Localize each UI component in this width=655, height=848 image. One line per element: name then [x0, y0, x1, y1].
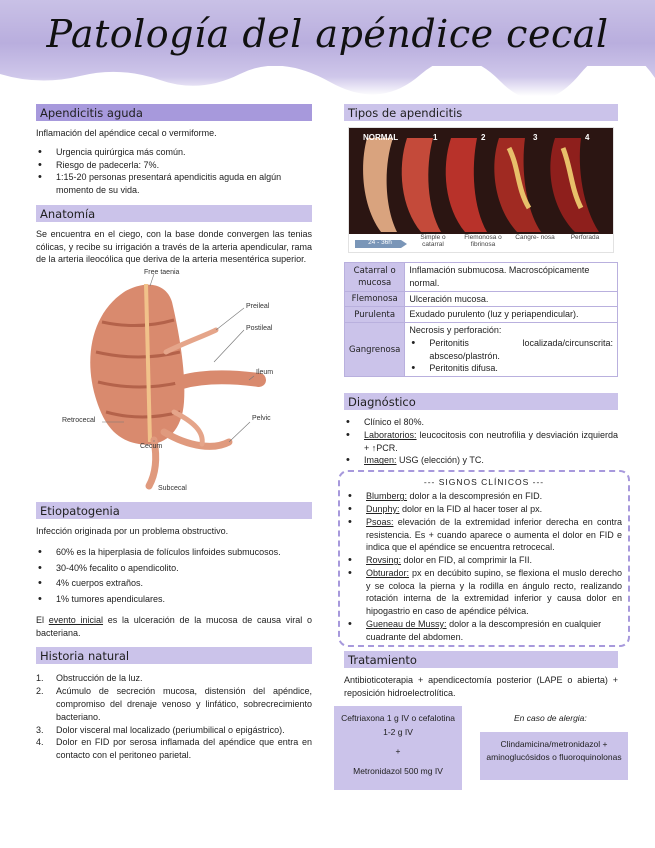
label-retrocecal: Retrocecal [62, 417, 96, 425]
table-value: Inflamación submucosa. Macroscópicamente normal. [405, 263, 618, 292]
item-text: Clínico el 80%. [364, 417, 425, 428]
table-key: Gangrenosa [345, 323, 405, 377]
list-item: • Peritonitis difusa. [409, 362, 613, 375]
gangrenosa-main: Necrosis y perforación: [409, 325, 502, 336]
photo-label-normal: NORMAL [363, 133, 399, 142]
list-item: • 60% es la hiperplasia de folículos linfoides submucosos. [36, 546, 312, 559]
table-key: Flemonosa [345, 291, 405, 307]
photo-time: 24 - 36h [368, 239, 392, 246]
etiopatogenia-intro: Infección originada por un problema obstructivo. [36, 526, 229, 537]
table-value: Ulceración mucosa. [405, 291, 618, 307]
photo-caption-3: Cangre- nosa [515, 234, 555, 241]
sign-text: elevación de la extremidad inferior derecha en contra resistencia. Es + cuando aparece o aumenta el dolor en FID e indica que el apéndice se encuentra retrocecal. [366, 516, 622, 553]
page-title: Patología del apéndice cecal [46, 12, 609, 56]
aguda-intro: Inflamación del apéndice cecal o vermiforme. [36, 128, 217, 138]
sign-name: Rovsing: [366, 555, 402, 566]
list-item: • 30-40% fecalito o apendicolito. [36, 562, 312, 575]
box1-drug-b: Metronidazol 500 mg IV [353, 765, 443, 776]
sign-name: Obturador: [366, 567, 410, 578]
gangrenosa-sublist [409, 337, 613, 375]
table-key: Catarral o mucosa [345, 263, 405, 292]
sign-text: px en decúbito supino, se flexiona el muslo derecho y se coloca la pierna y la rodilla en ángulo recto, realizando rotación interna de la extremidad inferior y causa dolor en hipogastrio en caso de apéndice pélvica. [366, 567, 622, 617]
table-row [345, 263, 618, 292]
item-number: 2. [36, 686, 44, 697]
label-free-taenia: Free taenia [144, 269, 180, 277]
left-column [36, 104, 312, 762]
item-text: leucocitosis con neutrofilia y desviación izquierda + ↑PCR. [364, 429, 618, 453]
item-text: Dolor en FID por serosa inflamada del apéndice que entra en contacto con el peritoneo parietal. [56, 737, 312, 761]
photo-caption-4: Perforada [570, 234, 600, 241]
table-value [405, 323, 618, 377]
appendix-anatomy-illustration [54, 269, 294, 493]
signos-clinicos-box [338, 470, 630, 647]
table-row [345, 291, 618, 307]
list-item: • Riesgo de padecerla: 7%. [36, 159, 312, 172]
item-text: USG (elección) y TC. [396, 455, 484, 466]
item-number: 1. [36, 673, 44, 684]
footer-underlined: evento inicial [48, 614, 104, 625]
label-ileum: Ileum [256, 369, 274, 377]
list-item: • 1:15-20 personas presentará apendicitis aguda en algún momento de su vida. [36, 171, 312, 197]
list-item [346, 490, 622, 503]
list-item [36, 736, 312, 762]
photo-label-2: 2 [481, 133, 486, 142]
tratamiento-text: Antibioticoterapia + apendicectomía posterior (LAPE o abierta) + reposición hidroelectrolítica. [344, 675, 618, 699]
table-row [345, 307, 618, 323]
item-text: Acúmulo de secreción mucosa, distensión del apéndice, compromiso del drenaje venoso y linfático, sobrecrecimiento bacteriano. [56, 686, 312, 722]
footer-post: es la ulceración de la mucosa de causa viral o bacteriana. [36, 614, 313, 638]
photo-label-1: 1 [433, 133, 438, 142]
list-item [346, 567, 622, 618]
section-header-anatomia: Anatomía [36, 205, 312, 222]
list-item [36, 672, 312, 685]
list-item [36, 724, 312, 737]
item-term: Laboratorios: [364, 429, 417, 440]
list-item [346, 516, 622, 554]
table-row [345, 323, 618, 377]
etiopatogenia-list [36, 546, 312, 606]
label-pelvic: Pelvic [252, 415, 271, 423]
section-header-diagnostico: Diagnóstico [344, 393, 618, 410]
box1-plus: + [395, 746, 401, 757]
label-postileal: Postileal [246, 325, 273, 333]
list-item: • 4% cuerpos extraños. [36, 577, 312, 590]
sign-text: dolor en la FID al hacer toser al px. [399, 504, 543, 515]
sign-text: dolor a la descompresión en cualquier cuadrante del abdomen. [366, 618, 602, 642]
photo-label-4: 4 [585, 133, 590, 142]
photo-caption-1: Simple o catarral [420, 234, 446, 248]
item-text: Dolor visceral mal localizado (periumbilical o epigástrico). [56, 724, 285, 735]
tipos-table [344, 262, 618, 377]
list-item [344, 429, 618, 455]
photo-caption-2: Flemonosa o fibrinosa [464, 234, 502, 248]
list-item [344, 416, 618, 429]
box1-drug-a: Ceftriaxona 1 g IV o cefalotina 1-2 g IV [341, 712, 455, 737]
sign-name: Psoas: [366, 516, 394, 527]
treatment-box-first-line [334, 706, 462, 790]
table-key: Purulenta [345, 307, 405, 323]
table-value: Exudado purulento (luz y periapendicular). [405, 307, 618, 323]
section-header-tratamiento: Tratamiento [344, 651, 618, 668]
anatomia-text: Se encuentra en el ciego, con la base donde convergen las tenias cólicas, y recibe su irrigación a través de la arteria apendicular, rama de la arteria ileocólica que deriva de la arteria mesentérica superior. [36, 228, 312, 265]
item-term: Imagen: [364, 455, 397, 466]
sign-text: dolor en FID, al comprimir la FII. [401, 555, 533, 566]
list-item [346, 554, 622, 567]
sign-name: Blumberg: [366, 491, 408, 502]
etiopatogenia-footer [36, 614, 312, 640]
list-item: • Urgencia quirúrgica más común. [36, 146, 312, 159]
alergia-label: En caso de alergia: [514, 712, 587, 723]
footer-pre: El [36, 614, 49, 625]
aguda-list [36, 146, 312, 197]
item-text: Obstrucción de la luz. [56, 673, 143, 684]
historia-list [36, 672, 312, 761]
section-header-historia: Historia natural [36, 647, 312, 664]
list-item [344, 454, 618, 467]
sign-text: dolor a la descompresión en FID. [407, 491, 543, 502]
sign-name: Gueneau de Mussy: [366, 618, 447, 629]
right-column [341, 104, 622, 806]
section-header-etiopatogenia: Etiopatogenia [36, 502, 312, 519]
sign-name: Dunphy: [366, 504, 400, 515]
list-item: • Peritonitis localizada/circunscrita: absceso/plastrón. [409, 337, 613, 363]
diagnostico-list [344, 416, 618, 467]
photo-label-3: 3 [533, 133, 538, 142]
section-header-tipos: Tipos de apendicitis [344, 104, 618, 121]
appendicitis-stages-photo [348, 127, 614, 253]
banner-torn-edge [0, 66, 655, 96]
label-preileal: Preileal [246, 303, 270, 311]
signos-title: --- SIGNOS CLÍNICOS --- [423, 477, 545, 488]
item-number: 3. [36, 724, 44, 735]
section-header-aguda: Apendicitis aguda [36, 104, 312, 121]
label-subcecal: Subcecal [158, 485, 187, 493]
list-item [36, 685, 312, 723]
treatment-box-allergy: Clindamicina/metronidazol + aminoglucósidos o fluoroquinolonas [480, 732, 628, 780]
list-item [346, 503, 622, 516]
item-number: 4. [36, 737, 44, 748]
label-cecum: Cecum [140, 443, 163, 451]
signos-list [346, 490, 622, 643]
tratamiento-options [341, 706, 622, 806]
list-item: • 1% tumores apendiculares. [36, 593, 312, 606]
list-item [346, 618, 622, 644]
